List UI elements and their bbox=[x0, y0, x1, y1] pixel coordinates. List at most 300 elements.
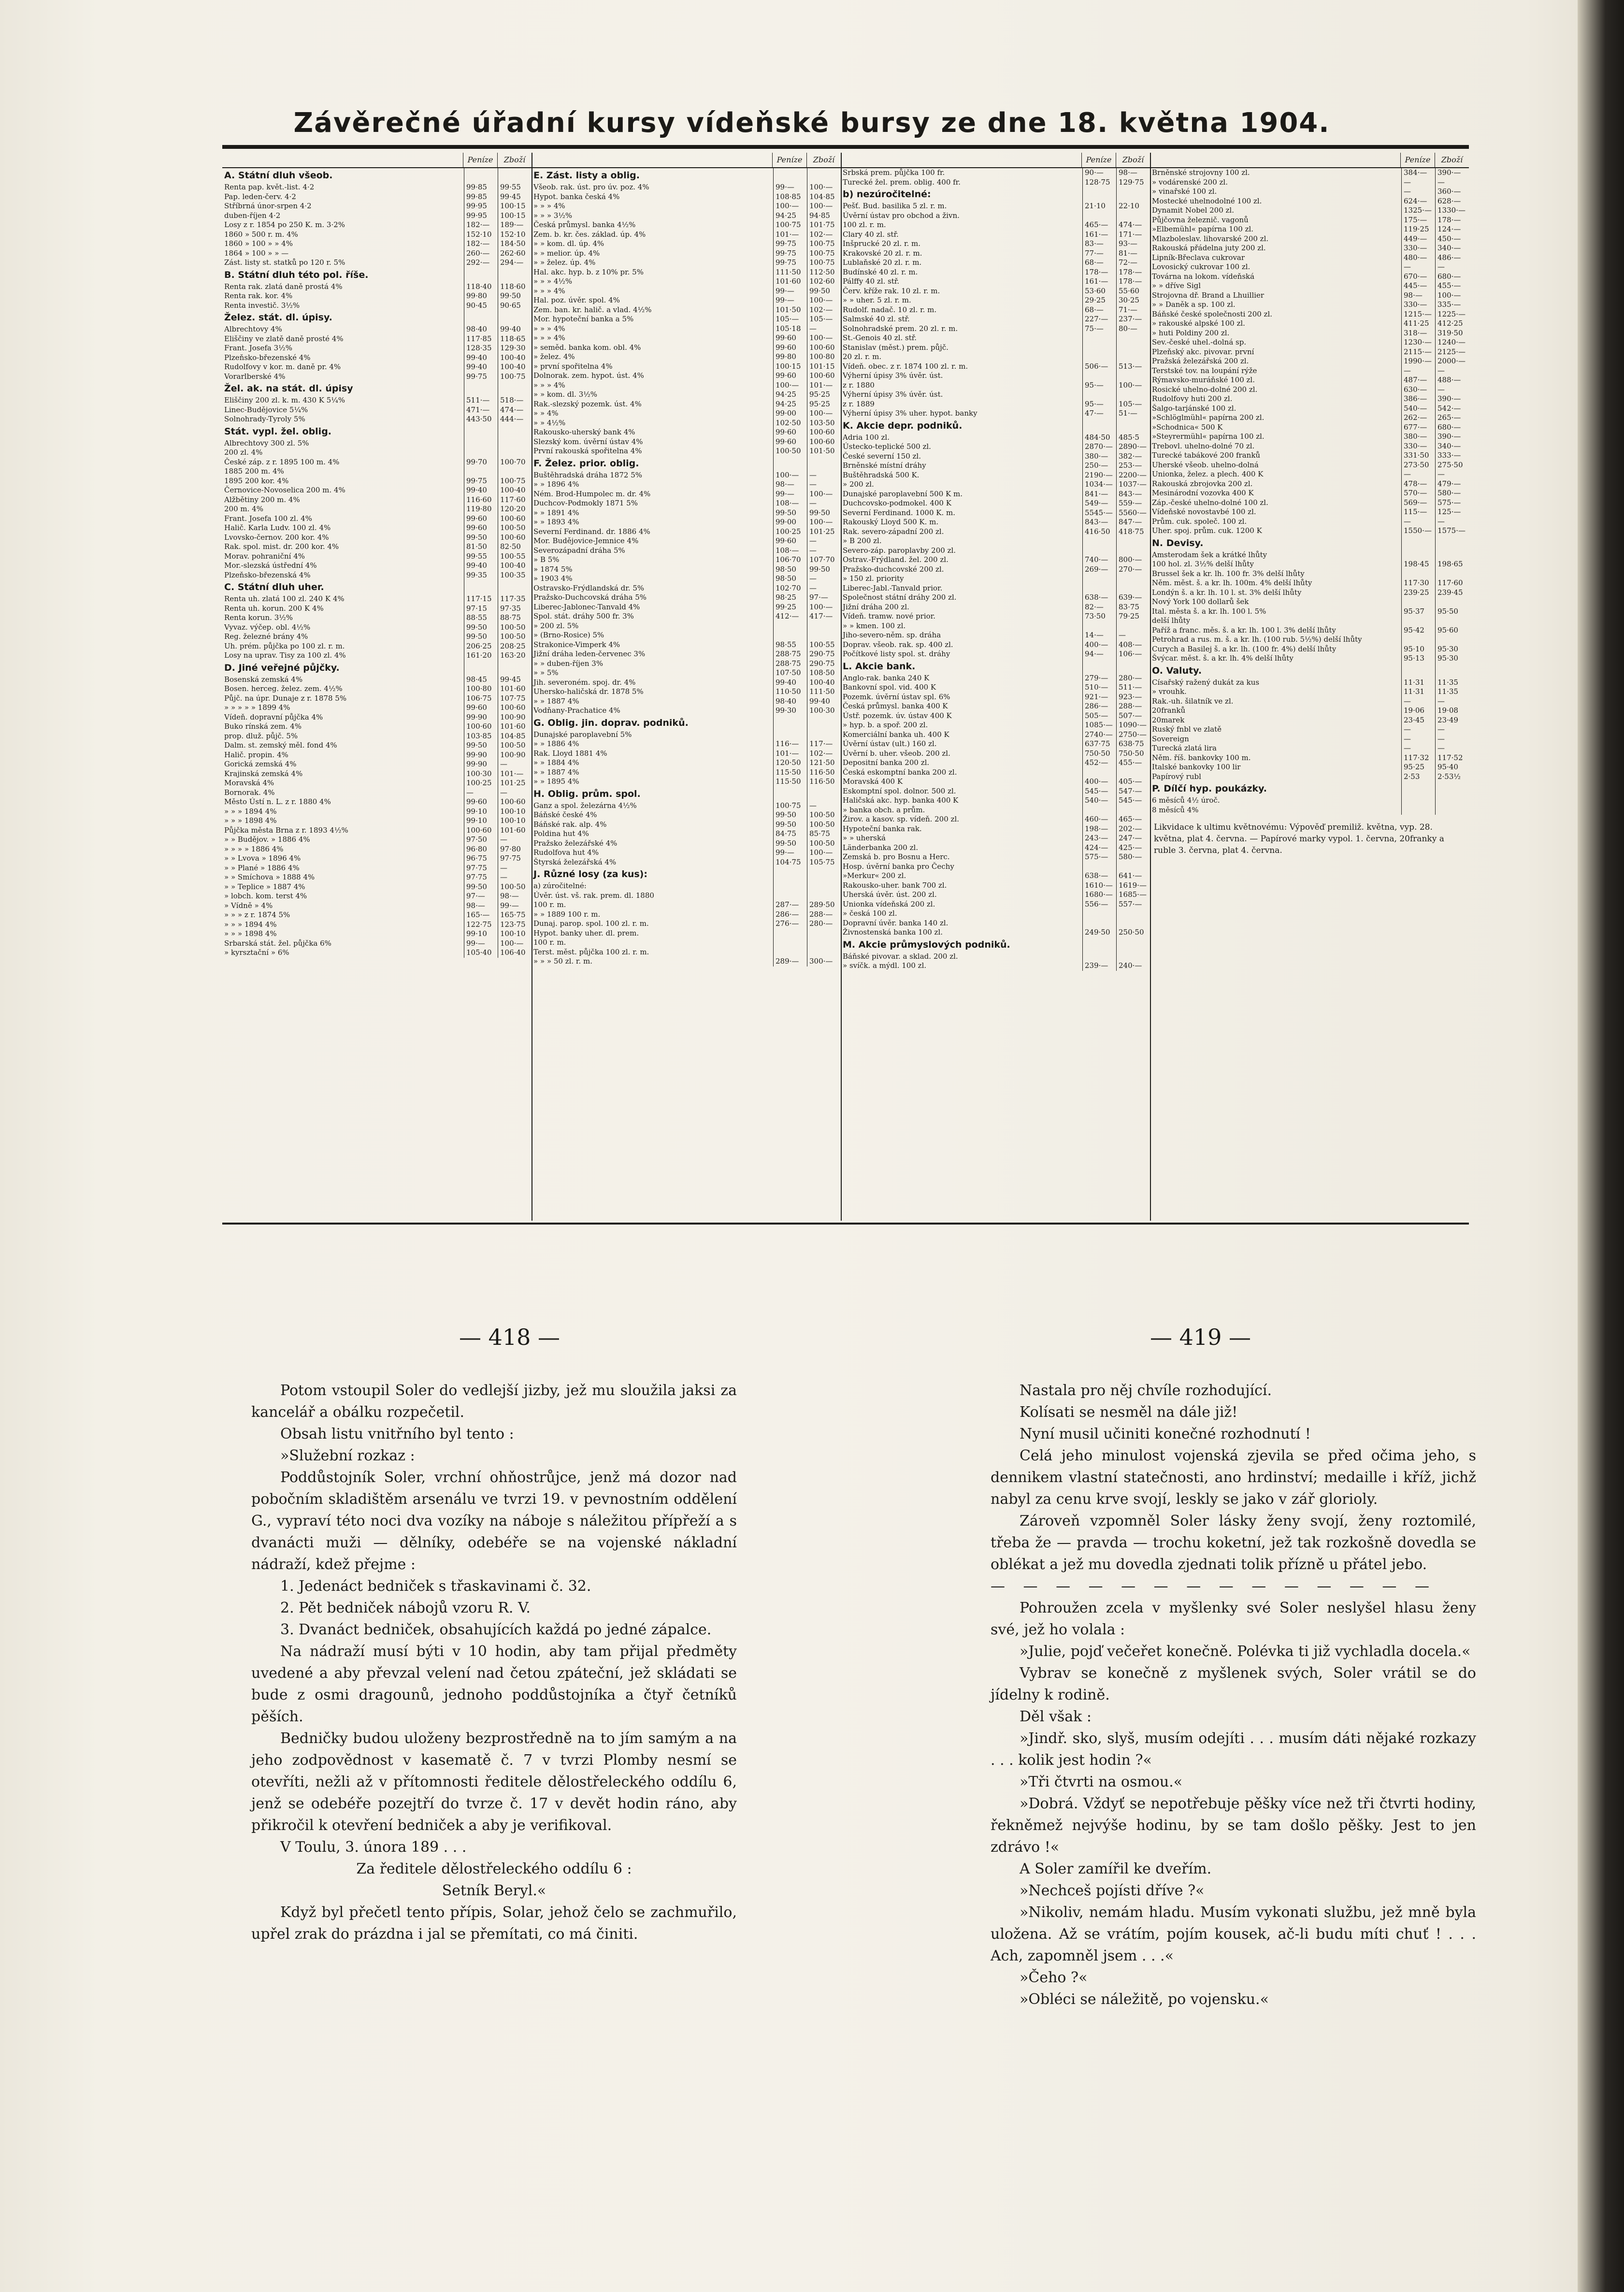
price-penize: 331·50 bbox=[1401, 451, 1435, 461]
security-name: » » » 4% bbox=[533, 324, 565, 333]
price-zbozi: 474·— bbox=[1116, 220, 1150, 230]
price-penize: 100·25 bbox=[464, 778, 498, 788]
security-name: Renta uh. korun. 200 K 4% bbox=[224, 604, 324, 613]
quote-row bbox=[841, 593, 1150, 603]
price-penize: 100·50 bbox=[773, 447, 807, 456]
security-name: Doprav. všeob. rak. sp. 400 zl. bbox=[843, 640, 953, 649]
quote-row bbox=[532, 839, 841, 849]
price-penize: 411·25 bbox=[1401, 319, 1435, 329]
security-name: » » 1887 4% bbox=[533, 767, 579, 777]
security-name: Eliščiny ve zlatě daně prosté 4% bbox=[224, 334, 344, 343]
price-zbozi: 639·— bbox=[1116, 593, 1150, 603]
quote-row bbox=[841, 584, 1150, 593]
security-name: Půjčka města Brna z r. 1893 4½% bbox=[224, 825, 348, 835]
price-penize bbox=[1082, 546, 1116, 556]
quote-row bbox=[532, 900, 841, 910]
quote-row bbox=[1150, 479, 1469, 489]
security-name: Komerciální banka uh. 400 K bbox=[843, 730, 949, 739]
price-penize: 2740·— bbox=[1082, 730, 1116, 740]
price-zbozi: 1330·— bbox=[1435, 206, 1469, 216]
quote-row bbox=[1150, 796, 1469, 806]
quote-row bbox=[841, 909, 1150, 919]
price-penize: 1550·— bbox=[1401, 526, 1435, 536]
quote-row bbox=[532, 929, 841, 938]
price-penize: 68·— bbox=[1082, 305, 1116, 315]
price-zbozi: 106·— bbox=[1116, 649, 1150, 659]
quote-row bbox=[841, 442, 1150, 452]
price-penize: 638·— bbox=[1082, 593, 1116, 603]
security-name: »Steyrermühl« papírna 100 zl. bbox=[1152, 432, 1265, 441]
price-penize: 108·— bbox=[773, 546, 807, 556]
price-zbozi: 319·50 bbox=[1435, 329, 1469, 338]
security-name: Renta investič. 3½% bbox=[224, 301, 300, 310]
price-zbozi bbox=[807, 938, 841, 948]
price-penize: 292·— bbox=[464, 258, 498, 268]
quote-row bbox=[532, 447, 841, 456]
quote-row bbox=[1150, 178, 1469, 187]
security-name: » » » 4% bbox=[533, 380, 565, 389]
security-name: Ústř. pozemk. úv. ústav 400 K bbox=[843, 711, 952, 720]
quote-row bbox=[841, 239, 1150, 249]
security-name: 8 měsíců 4% bbox=[1152, 805, 1199, 814]
price-penize: 330·— bbox=[1401, 442, 1435, 451]
price-zbozi: 275·50 bbox=[1435, 461, 1469, 470]
price-penize: 84·75 bbox=[773, 829, 807, 839]
quote-row bbox=[532, 305, 841, 315]
price-zbozi: 405·— bbox=[1116, 777, 1150, 787]
price-zbozi: — bbox=[1435, 385, 1469, 395]
price-penize: 540·— bbox=[1082, 796, 1116, 806]
quote-row bbox=[1150, 678, 1469, 688]
quote-row bbox=[222, 552, 532, 562]
quote-row bbox=[841, 324, 1150, 334]
price-zbozi: 100·75 bbox=[498, 476, 532, 486]
price-zbozi: 99·40 bbox=[807, 697, 841, 706]
quote-row bbox=[1150, 470, 1469, 479]
price-penize bbox=[773, 948, 807, 957]
price-zbozi: 100·55 bbox=[498, 552, 532, 562]
price-penize: 117·15 bbox=[464, 594, 498, 604]
quote-row bbox=[532, 239, 841, 249]
security-name: Jiho-severo-něm. sp. dráha bbox=[843, 631, 941, 639]
price-zbozi: 100·— bbox=[1116, 381, 1150, 390]
security-name: » » » z r. 1874 5% bbox=[224, 910, 290, 919]
price-penize: 111·50 bbox=[773, 268, 807, 277]
quote-row bbox=[532, 603, 841, 612]
security-name: Živnostenská banka 100 zl. bbox=[843, 928, 943, 937]
column-header-penize: Peníze bbox=[463, 153, 497, 167]
price-penize: 386·— bbox=[1401, 394, 1435, 404]
price-zbozi: 103·50 bbox=[807, 418, 841, 428]
security-name: Dalm. st. zemský měl. fond 4% bbox=[224, 741, 337, 750]
quote-row bbox=[841, 928, 1150, 937]
security-name: Rak.-uh. šilatník ve zl. bbox=[1152, 696, 1234, 706]
price-penize: 750·50 bbox=[1082, 749, 1116, 759]
price-zbozi: 124·— bbox=[1435, 225, 1469, 234]
quote-row bbox=[532, 546, 841, 556]
price-penize: 77·— bbox=[1082, 249, 1116, 259]
price-zbozi bbox=[1435, 569, 1469, 579]
price-zbozi: 100·75 bbox=[807, 249, 841, 259]
quote-row bbox=[532, 277, 841, 287]
price-penize: 1085·— bbox=[1082, 721, 1116, 730]
price-zbozi bbox=[1116, 536, 1150, 546]
story-paragraph: Celá jeho minulost vojenská zjevila se před očima jeho, s dennikem vlastní statečnosti, ano hrdinství; medaille i kříž, jichž nabyl za cenu krve svojí, leskly se jako v zář glorioly. bbox=[991, 1447, 1476, 1508]
quote-row bbox=[841, 612, 1150, 621]
quote-row bbox=[841, 683, 1150, 692]
quote-row bbox=[532, 499, 841, 508]
security-name: Něm. měst. š. a kr. lh. 100m. 4% delší lhůty bbox=[1152, 578, 1312, 587]
price-penize: 120·50 bbox=[773, 758, 807, 768]
price-penize: 288·75 bbox=[773, 659, 807, 669]
price-zbozi bbox=[498, 467, 532, 476]
security-name: Ruský fnbl ve zlatě bbox=[1152, 725, 1222, 734]
security-name: G. Oblig. jin. doprav. podniků. bbox=[533, 717, 689, 728]
price-penize: 2115·— bbox=[1401, 347, 1435, 357]
security-name: Hal. akc. hyp. b. z 10% pr. 5% bbox=[533, 267, 644, 276]
security-name: » » 1887 4% bbox=[533, 696, 579, 706]
price-zbozi: 100·10 bbox=[498, 816, 532, 826]
security-name: Uherské všeob. uhelno-dolná bbox=[1152, 460, 1259, 469]
quote-row bbox=[532, 409, 841, 418]
price-penize: 95·13 bbox=[1401, 654, 1435, 663]
story-paragraph: »Nikoliv, nemám hladu. Musím vykonati službu, jež mně byla uložena. Až se vrátím, pojím kousek, ač-li budu míti chuť ! . . . Ach, zapomněl jsem . . .« bbox=[991, 1904, 1476, 1964]
security-name: Uhersko-haličská dr. 1878 5% bbox=[533, 687, 644, 696]
price-penize: 99·80 bbox=[773, 352, 807, 362]
security-name: Mlazboleslav. lihovarské 200 zl. bbox=[1152, 234, 1269, 243]
price-zbozi: 100·60 bbox=[498, 514, 532, 524]
quote-row bbox=[1150, 291, 1469, 301]
price-zbozi: 97·80 bbox=[498, 845, 532, 854]
price-penize: 638·— bbox=[1082, 871, 1116, 881]
price-zbozi: 99·50 bbox=[807, 565, 841, 575]
quote-row bbox=[1150, 507, 1469, 517]
story-paragraph: Poddůstojník Soler, vrchní ohňostrůjce, jenž má dozor nad pobočním skladištěm arsenálu ve tvrzi 19. v pevnostním oddělení G., vypraví této noci dva vozíky na náboje s náležitou přípřeží a s dvanácti muži — dělníky, odebéře se na vojenské nákladní nádraží, kdež přejme : bbox=[251, 1469, 737, 1573]
quote-row bbox=[841, 546, 1150, 556]
security-name: Pražsko-duchcovské 200 zl. bbox=[843, 564, 944, 574]
security-name: 200 m. 4% bbox=[224, 505, 263, 513]
price-zbozi: 100·— bbox=[807, 333, 841, 343]
price-zbozi: 90·65 bbox=[498, 301, 532, 311]
story-paragraph: A Soler zamířil ke dveřím. bbox=[1020, 1860, 1212, 1877]
price-zbozi: 100·35 bbox=[498, 571, 532, 580]
security-name: Úvěrní ústav (ult.) 160 zl. bbox=[843, 739, 937, 748]
price-penize: 99·95 bbox=[464, 202, 498, 211]
story-paragraph: »Nechceš pojísti dříve ?« bbox=[1020, 1882, 1205, 1899]
security-name: Červ. kříže rak. 10 zl. r. m. bbox=[843, 286, 940, 295]
price-zbozi: 100·75 bbox=[807, 258, 841, 268]
security-name: Lipník-Břeclava cukrovar bbox=[1152, 253, 1245, 262]
quote-row bbox=[222, 807, 532, 817]
quote-row bbox=[1150, 404, 1469, 414]
title-rule bbox=[222, 145, 1469, 149]
price-penize: 161·— bbox=[1082, 277, 1116, 287]
quote-row bbox=[841, 555, 1150, 565]
quote-row bbox=[222, 334, 532, 344]
security-name: Lovosický cukrovar 100 zl. bbox=[1152, 262, 1250, 271]
price-zbozi: 79·25 bbox=[1116, 612, 1150, 621]
price-penize: 98·55 bbox=[773, 640, 807, 650]
price-zbozi: 101·25 bbox=[807, 527, 841, 537]
price-penize: 175·— bbox=[1401, 216, 1435, 225]
price-penize: 90·— bbox=[1082, 168, 1116, 178]
security-name: Rýmavsko-muráňské 100 zl. bbox=[1152, 375, 1255, 384]
security-name: Dopravní úvěr. banka 140 zl. bbox=[843, 918, 949, 927]
price-penize: 75·— bbox=[1082, 324, 1116, 334]
price-zbozi: 100·60 bbox=[807, 437, 841, 447]
price-zbozi bbox=[807, 730, 841, 740]
price-penize: 286·— bbox=[1082, 702, 1116, 711]
security-name: Vorarlberské 4% bbox=[224, 372, 286, 381]
price-zbozi bbox=[807, 631, 841, 640]
security-name: Spol. stát. dráhy 500 fr. 3% bbox=[533, 612, 634, 620]
price-zbozi: 100·60 bbox=[807, 371, 841, 381]
price-penize bbox=[773, 621, 807, 631]
security-name: » » 1889 100 r. m. bbox=[533, 909, 601, 919]
price-zbozi bbox=[1435, 616, 1469, 626]
price-penize: 161·— bbox=[1082, 230, 1116, 240]
price-zbozi: 104·85 bbox=[807, 192, 841, 202]
price-zbozi: 511·— bbox=[1116, 683, 1150, 692]
security-name: Rudolfovy v kor. m. daně pr. 4% bbox=[224, 362, 341, 371]
price-zbozi: 455·— bbox=[1435, 281, 1469, 291]
quote-row bbox=[841, 202, 1150, 211]
price-zbozi: 390·— bbox=[1435, 168, 1469, 178]
quote-row bbox=[532, 418, 841, 428]
price-penize bbox=[1401, 569, 1435, 579]
quote-row bbox=[532, 801, 841, 811]
quote-row bbox=[841, 900, 1150, 909]
story-paragraph: 1. Jedenáct bedniček s třaskavinami č. 32. bbox=[280, 1578, 591, 1595]
quote-row bbox=[532, 829, 841, 839]
price-penize: 505·— bbox=[1082, 711, 1116, 721]
security-name: Unionka vídeňská 200 zl. bbox=[843, 899, 935, 908]
quote-row bbox=[841, 499, 1150, 508]
price-zbozi: 100·— bbox=[807, 183, 841, 192]
price-penize: 99·50 bbox=[464, 632, 498, 642]
price-penize bbox=[773, 730, 807, 740]
quote-row bbox=[841, 409, 1150, 418]
quote-row bbox=[841, 230, 1150, 240]
quote-row bbox=[1150, 687, 1469, 697]
price-penize: 90·45 bbox=[464, 301, 498, 311]
security-name: Dunajské paroplavební 500 K m. bbox=[843, 489, 963, 498]
column-header bbox=[1150, 153, 1469, 168]
security-name: » » Plané » 1886 4% bbox=[224, 863, 300, 872]
security-name: Inšprucké 20 zl. r. m. bbox=[843, 239, 920, 248]
price-penize: 279·— bbox=[1082, 674, 1116, 683]
quote-row bbox=[1150, 588, 1469, 598]
price-zbozi: 99·50 bbox=[498, 291, 532, 301]
security-name: Město Ústí n. L. z r. 1880 4% bbox=[224, 797, 331, 806]
price-zbozi: 184·50 bbox=[498, 239, 532, 249]
price-zbozi bbox=[1435, 663, 1469, 678]
price-penize: 99·60 bbox=[773, 428, 807, 437]
price-zbozi: 247·— bbox=[1116, 834, 1150, 843]
security-name: Brněnské místní dráhy bbox=[843, 461, 926, 470]
price-penize: 128·35 bbox=[464, 344, 498, 353]
security-name: Losy z r. 1854 po 250 K. m. 3·2% bbox=[224, 220, 345, 229]
quote-row bbox=[222, 282, 532, 292]
table-bottom-rule bbox=[222, 1223, 1469, 1225]
price-penize bbox=[1401, 536, 1435, 550]
table-column-1 bbox=[222, 153, 532, 1221]
quote-row bbox=[532, 471, 841, 480]
security-name: » hyp. b. a spoř. 200 zl. bbox=[843, 721, 928, 729]
price-zbozi: 107·70 bbox=[807, 555, 841, 565]
price-zbozi: 178·— bbox=[1116, 268, 1150, 277]
quote-row bbox=[841, 268, 1150, 277]
price-zbozi: 152·10 bbox=[498, 230, 532, 240]
price-zbozi: 102·— bbox=[807, 749, 841, 759]
price-penize: 99·80 bbox=[464, 291, 498, 301]
quote-row bbox=[222, 372, 532, 382]
price-zbozi: 100·— bbox=[807, 490, 841, 499]
book-spine bbox=[1578, 0, 1624, 2292]
section-heading bbox=[841, 187, 1150, 202]
price-penize: 841·— bbox=[1082, 490, 1116, 499]
security-name: Plzeňsko-březenská 4% bbox=[224, 570, 311, 579]
security-name: P. Dílčí hyp. poukázky. bbox=[1152, 783, 1267, 794]
price-zbozi: 165·75 bbox=[498, 910, 532, 920]
security-name: Brussel šek a kr. lh. 100 fr. 3% delší lhůty bbox=[1152, 569, 1305, 578]
quote-row bbox=[1150, 168, 1469, 178]
price-penize: 276·— bbox=[773, 919, 807, 929]
story-paragraph: 3. Dvanáct bedniček, obsahujících každá po jedné zápalce. bbox=[280, 1621, 712, 1638]
security-name: Výherní úpisy 3% úvěr. úst. bbox=[843, 371, 943, 380]
price-penize: 289·— bbox=[773, 957, 807, 966]
quote-row bbox=[222, 760, 532, 769]
story-paragraph: Když byl přečetl tento přípis, Solar, jehož čelo se zachmuřilo, upřel zrak do prázdna i jal se přemítati, co má činiti. bbox=[251, 1904, 737, 1943]
quote-row bbox=[532, 390, 841, 400]
price-zbozi: 408·— bbox=[1116, 640, 1150, 650]
quote-row bbox=[532, 948, 841, 957]
price-penize: 198·45 bbox=[1401, 560, 1435, 569]
price-penize bbox=[1082, 536, 1116, 546]
price-zbozi: 208·25 bbox=[498, 642, 532, 651]
quote-row bbox=[1150, 385, 1469, 395]
price-penize: 95·— bbox=[1082, 381, 1116, 390]
quote-row bbox=[532, 649, 841, 659]
page-number-left: — 418 — bbox=[459, 1324, 560, 1350]
price-zbozi bbox=[1435, 550, 1469, 560]
quote-row bbox=[1150, 489, 1469, 498]
price-zbozi: 100·60 bbox=[498, 533, 532, 543]
security-name: Albrechtovy 300 zl. 5% bbox=[224, 438, 309, 447]
price-penize: 99·50 bbox=[773, 839, 807, 849]
price-zbozi: 120·20 bbox=[498, 505, 532, 514]
price-zbozi: 100·30 bbox=[807, 706, 841, 716]
price-penize: 99·85 bbox=[464, 192, 498, 202]
price-zbozi bbox=[1435, 536, 1469, 550]
price-zbozi: 100·50 bbox=[807, 839, 841, 849]
price-zbozi: 100·60 bbox=[807, 428, 841, 437]
quote-row bbox=[841, 527, 1150, 537]
price-penize: 103·85 bbox=[464, 732, 498, 741]
price-penize: 250·— bbox=[1082, 461, 1116, 471]
price-penize bbox=[1082, 574, 1116, 584]
security-name: » » » 50 zl. r. m. bbox=[533, 957, 592, 966]
quote-row bbox=[841, 768, 1150, 778]
price-penize: 330·— bbox=[1401, 300, 1435, 310]
security-name: 100 zl. r. m. bbox=[843, 220, 886, 229]
story-paragraph: »Obléci se náležitě, po vojensku.« bbox=[1020, 1991, 1269, 2008]
price-penize bbox=[1082, 333, 1116, 343]
quote-row bbox=[841, 178, 1150, 187]
price-penize: 540·— bbox=[1401, 404, 1435, 414]
quote-row bbox=[532, 343, 841, 353]
security-name: 100 hol. zl. 3½% delší lhůty bbox=[1152, 560, 1254, 568]
price-penize bbox=[1082, 621, 1116, 631]
price-zbozi: 101·60 bbox=[498, 684, 532, 694]
price-penize: 96·80 bbox=[464, 845, 498, 854]
quote-row bbox=[222, 632, 532, 642]
security-name: Budínské 40 zl. r. m. bbox=[843, 267, 918, 276]
price-penize: — bbox=[464, 788, 498, 798]
security-name: Morav. pohraniční 4% bbox=[224, 551, 305, 561]
price-penize bbox=[464, 661, 498, 675]
price-zbozi: 638·75 bbox=[1116, 739, 1150, 749]
quote-row bbox=[1150, 347, 1469, 357]
story-paragraph: Pohroužen zcela v myšlenky své Soler neslyšel hlasu ženy své, jež ho volala : bbox=[991, 1600, 1476, 1638]
section-heading bbox=[532, 456, 841, 471]
security-name: Plzeňský akc. pivovar. první bbox=[1152, 347, 1254, 356]
security-name: Renta uh. zlatá 100 zl. 240 K 4% bbox=[224, 594, 345, 603]
price-penize: 182·— bbox=[464, 239, 498, 249]
security-name: Báňské české společnosti 200 zl. bbox=[1152, 309, 1273, 318]
price-zbozi: 465·— bbox=[1116, 815, 1150, 824]
price-penize: 1215·— bbox=[1401, 310, 1435, 319]
price-penize bbox=[1082, 584, 1116, 593]
price-zbozi: 117·52 bbox=[1435, 753, 1469, 763]
security-name: Rak. severo-západní 200 zl. bbox=[843, 527, 944, 536]
security-name: Srbarská stát. žel. půjčka 6% bbox=[224, 938, 331, 948]
quote-row bbox=[222, 301, 532, 311]
price-zbozi: 253·— bbox=[1116, 461, 1150, 471]
price-zbozi: 99·50 bbox=[807, 508, 841, 518]
price-penize: 740·— bbox=[1082, 555, 1116, 565]
price-zbozi: — bbox=[498, 788, 532, 798]
quote-row bbox=[841, 806, 1150, 815]
security-name: Renta rak. kor. 4% bbox=[224, 291, 293, 300]
security-name: »Schodnica« 500 K bbox=[1152, 422, 1223, 432]
price-penize: 98·40 bbox=[773, 697, 807, 706]
story-paragraph: »Julie, pojď večeřet konečně. Polévka ti již vychladla docela.« bbox=[1020, 1643, 1471, 1660]
price-penize: 99·40 bbox=[464, 561, 498, 571]
quote-row bbox=[1150, 517, 1469, 527]
security-name: » » uherská bbox=[843, 834, 886, 842]
quote-row bbox=[532, 749, 841, 759]
security-name: Ostrav.-Frýdland. žel. 200 zl. bbox=[843, 555, 949, 564]
price-zbozi: 100·50 bbox=[807, 810, 841, 820]
price-zbozi: 99·55 bbox=[498, 183, 532, 192]
section-heading bbox=[841, 937, 1150, 952]
price-penize: 2870·— bbox=[1082, 442, 1116, 452]
price-penize: 99·50 bbox=[773, 508, 807, 518]
security-name: » » kom. dl. úp. 4% bbox=[533, 239, 604, 248]
quote-row bbox=[222, 291, 532, 301]
security-name: »Schlöglmühl« papírna 200 zl. bbox=[1152, 413, 1265, 422]
price-zbozi bbox=[1116, 806, 1150, 815]
quote-row bbox=[532, 508, 841, 518]
security-name: Hypot. banky uher. dl. prem. bbox=[533, 928, 639, 937]
security-name: Žel. ak. na stát. dl. úpisy bbox=[224, 383, 353, 394]
security-name: Bornorak. 4% bbox=[224, 788, 275, 797]
column-header-zbozi: Zboží bbox=[497, 153, 532, 167]
price-zbozi: 486·— bbox=[1435, 253, 1469, 263]
section-heading bbox=[222, 268, 532, 282]
price-penize: 100·75 bbox=[773, 801, 807, 811]
